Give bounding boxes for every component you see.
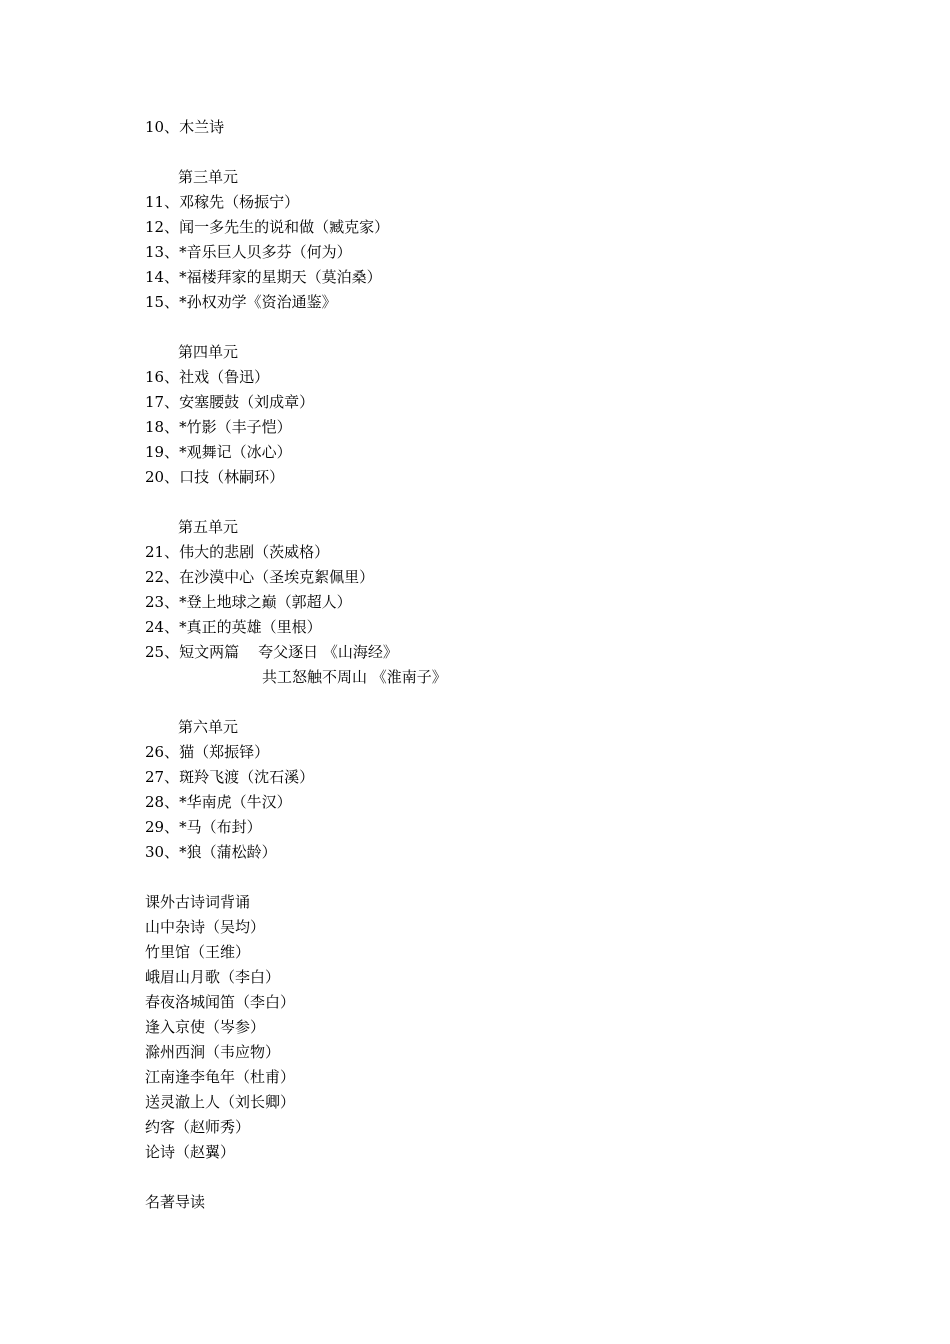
spacer (145, 865, 905, 890)
spacer (145, 140, 905, 165)
lesson-item: 27、斑羚飞渡（沈石溪） (145, 768, 315, 786)
poem-item: 送灵澈上人（刘长卿） (145, 1093, 296, 1111)
poem-item: 春夜洛城闻笛（李白） (145, 993, 296, 1011)
section-heading: 课外古诗词背诵 (145, 893, 251, 911)
lesson-item: 19、*观舞记（冰心） (145, 443, 292, 461)
lesson-item-continuation: 共工怒触不周山 《淮南子》 (262, 668, 447, 686)
document-page (145, 115, 905, 1215)
poem-item: 江南逢李龟年（杜甫） (145, 1068, 296, 1086)
poem-item: 滁州西涧（韦应物） (145, 1043, 281, 1061)
lesson-item: 15、*孙权劝学《资治通鉴》 (145, 293, 337, 311)
poem-item: 逢入京使（岑参） (145, 1018, 266, 1036)
lesson-item: 16、社戏（鲁迅） (145, 368, 270, 386)
lesson-item: 10、木兰诗 (145, 118, 225, 136)
lesson-item: 30、*狼（蒲松龄） (145, 843, 277, 861)
lesson-item: 26、猫（郑振铎） (145, 743, 270, 761)
lesson-item: 17、安塞腰鼓（刘成章） (145, 393, 315, 411)
section-heading: 名著导读 (145, 1193, 206, 1211)
lesson-item: 28、*华南虎（牛汉） (145, 793, 292, 811)
spacer (145, 490, 905, 515)
spacer (145, 690, 905, 715)
lesson-item: 22、在沙漠中心（圣埃克絮佩里） (145, 568, 375, 586)
poem-item: 论诗（赵翼） (145, 1143, 236, 1161)
spacer (145, 1165, 905, 1190)
poem-item: 竹里馆（王维） (145, 943, 251, 961)
poem-item: 山中杂诗（吴均） (145, 918, 266, 936)
lesson-item: 20、口技（林嗣环） (145, 468, 285, 486)
lesson-item: 12、闻一多先生的说和做（臧克家） (145, 218, 390, 236)
lesson-item: 23、*登上地球之巅（郭超人） (145, 593, 352, 611)
unit-heading: 第五单元 (178, 518, 239, 536)
lesson-item: 29、*马（布封） (145, 818, 262, 836)
lesson-item: 24、*真正的英雄（里根） (145, 618, 322, 636)
lesson-item: 25、短文两篇 夸父逐日 《山海经》 (145, 643, 398, 661)
lesson-item: 14、*福楼拜家的星期天（莫泊桑） (145, 268, 382, 286)
poem-item: 峨眉山月歌（李白） (145, 968, 281, 986)
lesson-item: 11、邓稼先（杨振宁） (145, 193, 300, 211)
lesson-item: 13、*音乐巨人贝多芬（何为） (145, 243, 352, 261)
lesson-item: 21、伟大的悲剧（茨威格） (145, 543, 330, 561)
unit-heading: 第三单元 (178, 168, 239, 186)
lesson-item: 18、*竹影（丰子恺） (145, 418, 292, 436)
spacer (145, 315, 905, 340)
poem-item: 约客（赵师秀） (145, 1118, 251, 1136)
unit-heading: 第四单元 (178, 343, 239, 361)
unit-heading: 第六单元 (178, 718, 239, 736)
